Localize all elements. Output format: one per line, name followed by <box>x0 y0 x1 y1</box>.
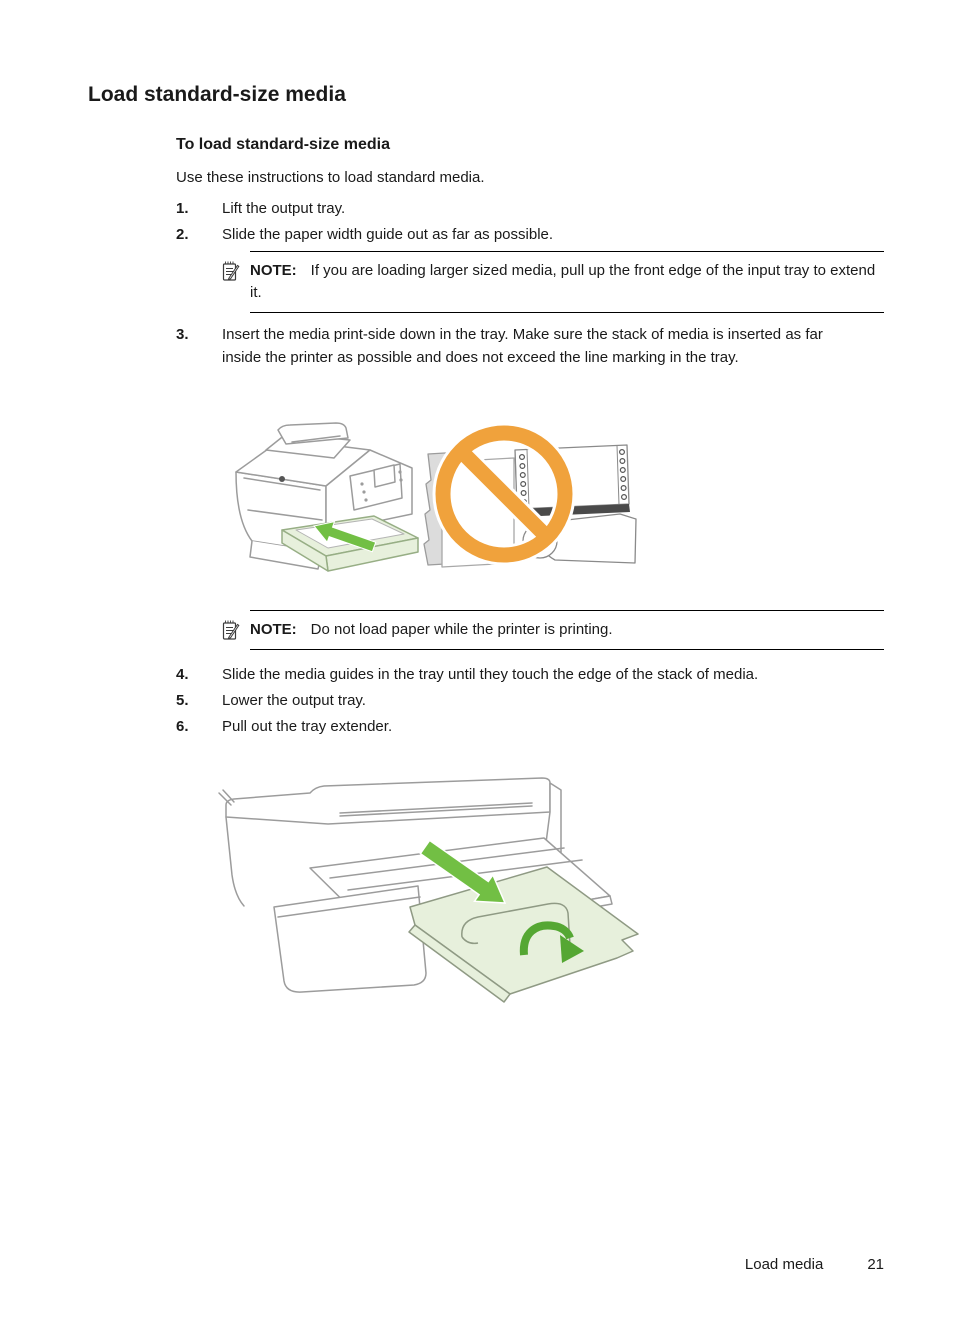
step-5 <box>176 689 366 712</box>
step-6 <box>176 715 392 738</box>
step-text: Lift the output tray. <box>222 200 346 217</box>
illustration-load-media <box>222 420 642 592</box>
note-text: If you are loading larger sized media, pull up the front edge of the input tray to extend it. <box>250 262 876 301</box>
step-2 <box>176 223 553 246</box>
step-number: 5. <box>176 692 189 709</box>
note-label: NOTE: <box>250 262 297 279</box>
note-icon <box>222 610 250 650</box>
step-text: Lower the output tray. <box>222 692 366 709</box>
note-label: NOTE: <box>250 621 297 638</box>
note-box-1 <box>222 251 884 313</box>
step-4 <box>176 663 758 686</box>
step-number: 4. <box>176 666 189 683</box>
step-3 <box>176 323 862 369</box>
footer-page-number: 21 <box>867 1256 884 1273</box>
step-number: 1. <box>176 200 189 217</box>
note-content <box>250 251 884 313</box>
section-title: Load standard-size media <box>88 83 346 106</box>
footer-section-title: Load media <box>744 1256 824 1273</box>
step-text: Pull out the tray extender. <box>222 718 393 735</box>
step-number: 2. <box>176 226 189 243</box>
step-1 <box>176 197 345 220</box>
note-icon <box>222 251 250 313</box>
step-text: Slide the media guides in the tray until they touch the edge of the stack of media. <box>222 666 759 683</box>
procedure-title: To load standard-size media <box>176 136 390 153</box>
note-text: Do not load paper while the printer is printing. <box>310 621 613 638</box>
page-footer <box>745 1256 884 1273</box>
step-text: Insert the media print-side down in the tray. Make sure the stack of media is inserted as far inside the printer as possible and does not exceed the line marking in the tray. <box>222 326 823 366</box>
note-content <box>250 610 884 650</box>
step-text: Slide the paper width guide out as far as possible. <box>222 226 554 243</box>
step-number: 6. <box>176 718 189 735</box>
note-icon <box>222 260 240 282</box>
illustration-tray-extender <box>210 755 670 1010</box>
note-icon <box>222 619 240 641</box>
intro-text: Use these instructions to load standard media. <box>176 169 485 186</box>
step-number: 3. <box>176 326 189 343</box>
note-box-2 <box>222 610 884 650</box>
